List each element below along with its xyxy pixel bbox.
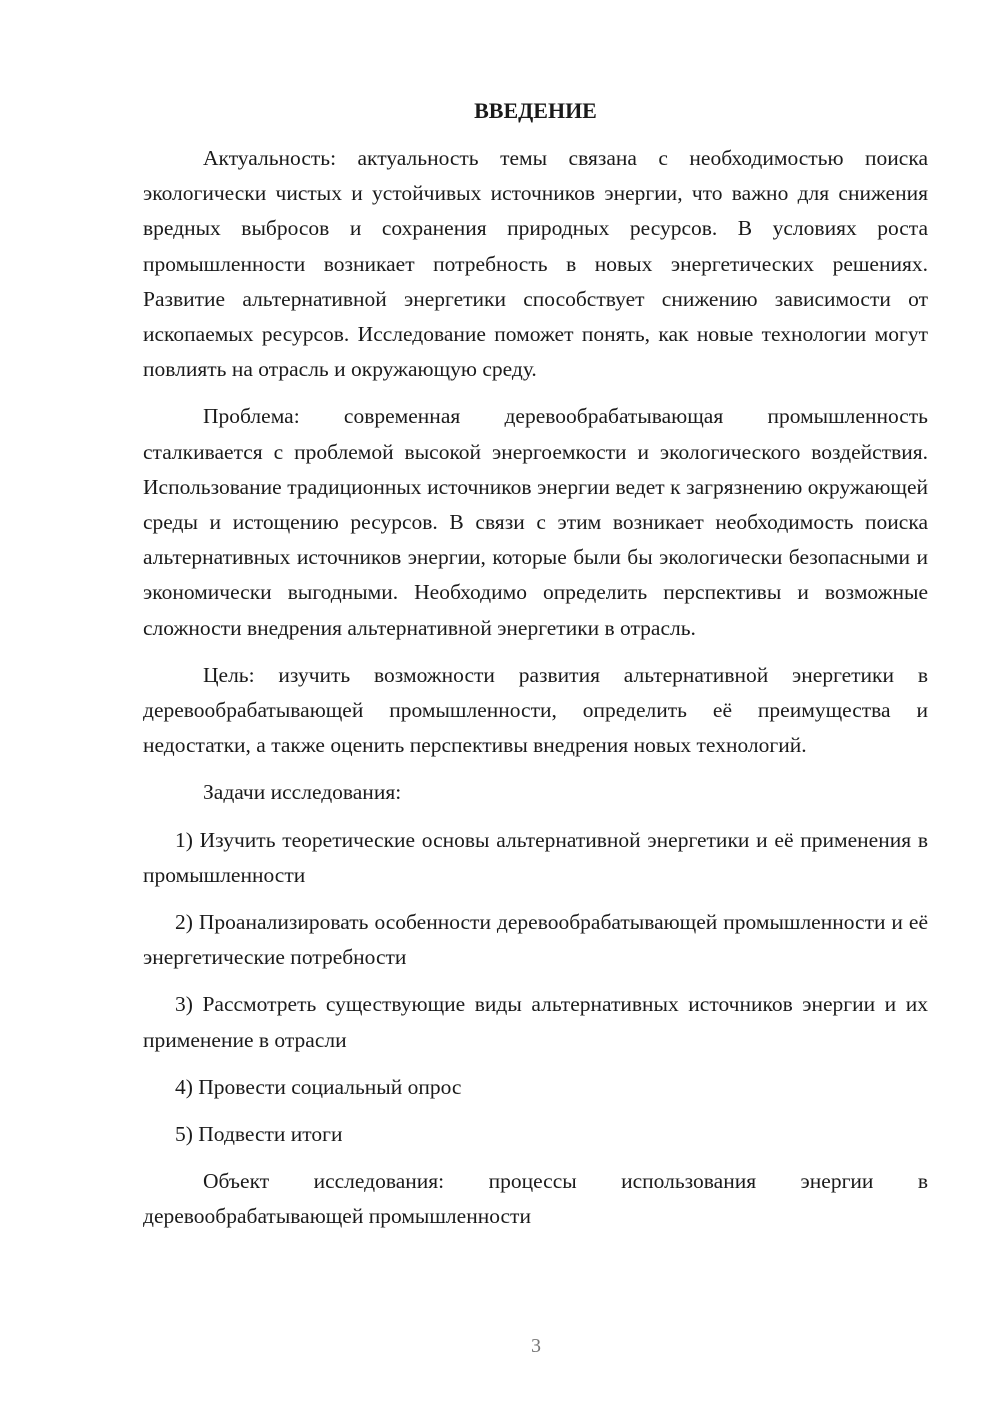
task-item-2: 2) Проанализировать особенности деревообрабатывающей промышленности и её энергетические потребности xyxy=(143,910,928,970)
paragraph-relevance: Актуальность: актуальность темы связана с необходимостью поиска экологически чистых и устойчивых источников энергии, что важно для снижения вредных выбросов и сохранения природных ресурсов. В условиях роста промышленности возникает потребность в новых энергетических решениях. Развитие альтернативной энергетики способствует снижению зависимости от ископаемых ресурсов. Исследование поможет понять, как новые технологии могут повлиять на отрасль и окружающую среду. xyxy=(143,146,928,382)
task-item-1: 1) Изучить теоретические основы альтернативной энергетики и её применения в промышленности xyxy=(143,827,928,887)
page-number: 3 xyxy=(531,1335,541,1357)
paragraph-problem: Проблема: современная деревообрабатывающая промышленность сталкивается с проблемой высокой энергоемкости и экологического воздействия. Использование традиционных источников энергии ведет к загрязнению окружающей среды и истощению ресурсов. В связи с этим возникает необходимость поиска альтернативных источников энергии, которые были бы экологически безопасными и экономически выгодными. Необходимо определить перспективы и возможные сложности внедрения альтернативной энергетики в отрасль. xyxy=(143,404,928,640)
section-heading: ВВЕДЕНИЕ xyxy=(474,98,597,123)
paragraph-object: Объект исследования: процессы использования энергии в деревообрабатывающей промышленности xyxy=(143,1169,928,1229)
tasks-heading: Задачи исследования: xyxy=(203,780,402,805)
paragraph-goal: Цель: изучить возможности развития альтернативной энергетики в деревообрабатывающей промышленности, определить её преимущества и недостатки, а также оценить перспективы внедрения новых технологий. xyxy=(143,662,928,758)
task-item-4: 4) Провести социальный опрос xyxy=(175,1074,462,1099)
document-body xyxy=(143,141,928,1247)
task-item-5: 5) Подвести итоги xyxy=(175,1122,343,1147)
task-item-3: 3) Рассмотреть существующие виды альтернативных источников энергии и их применение в отрасли xyxy=(143,992,928,1052)
